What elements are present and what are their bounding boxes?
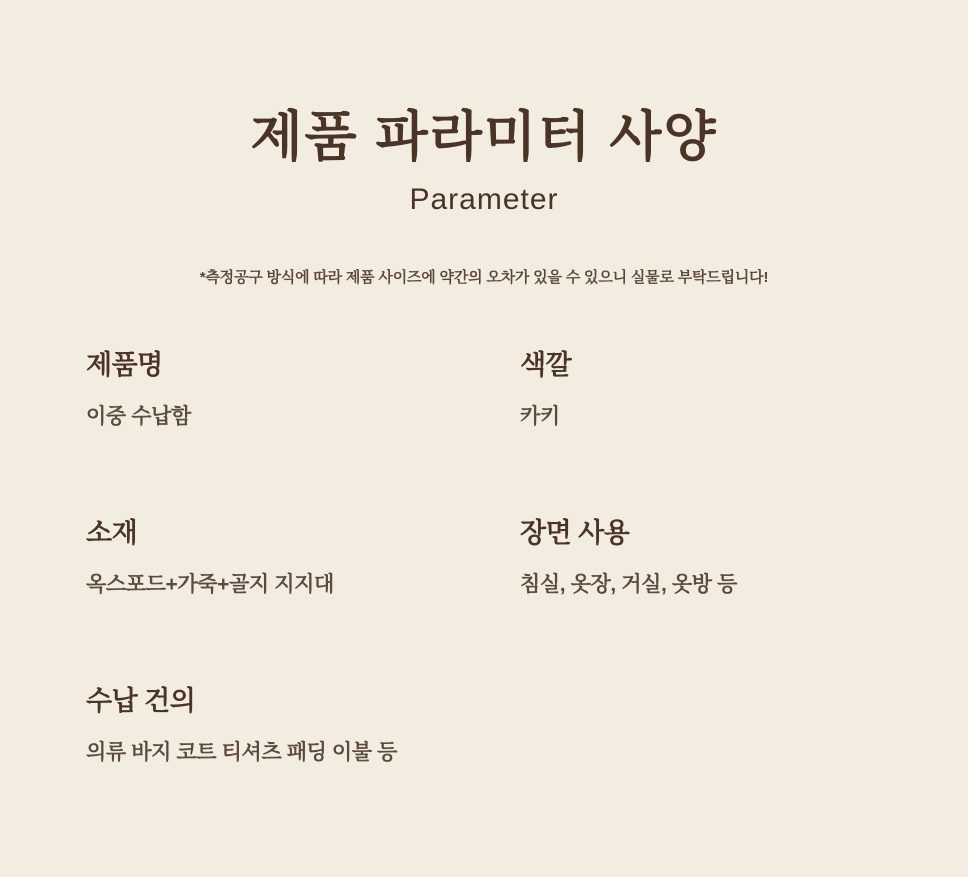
spec-item-material [86,517,520,613]
spec-grid [0,349,968,781]
spec-value: 옥스포드+가죽+골지 지지대 [86,573,334,597]
spec-label: 소재 [86,518,138,549]
spec-value: 침실, 옷장, 거실, 옷방 등 [520,573,738,597]
spec-label: 색깔 [520,350,572,381]
spec-value: 카키 [520,405,560,429]
spec-value: 의류 바지 코트 티셔츠 패딩 이불 등 [86,741,398,765]
spec-item-product-name [86,349,520,445]
spec-item-color [520,349,882,445]
spec-item-storage-suggestion [86,685,520,781]
spec-label: 장면 사용 [520,518,630,549]
spec-item-empty [520,685,882,781]
page-title-english: Parameter [409,183,559,217]
spec-label: 수납 건의 [86,686,196,717]
spec-item-usage-scene [520,517,882,613]
spec-label: 제품명 [86,350,163,381]
spec-value: 이중 수납함 [86,405,191,429]
page-header [0,0,968,287]
measurement-note: *측정공구 방식에 따라 제품 사이즈에 약간의 오차가 있을 수 있으니 실물로 부탁드립니다! [199,269,769,287]
page-title-korean: 제품 파라미터 사양 [250,107,718,167]
